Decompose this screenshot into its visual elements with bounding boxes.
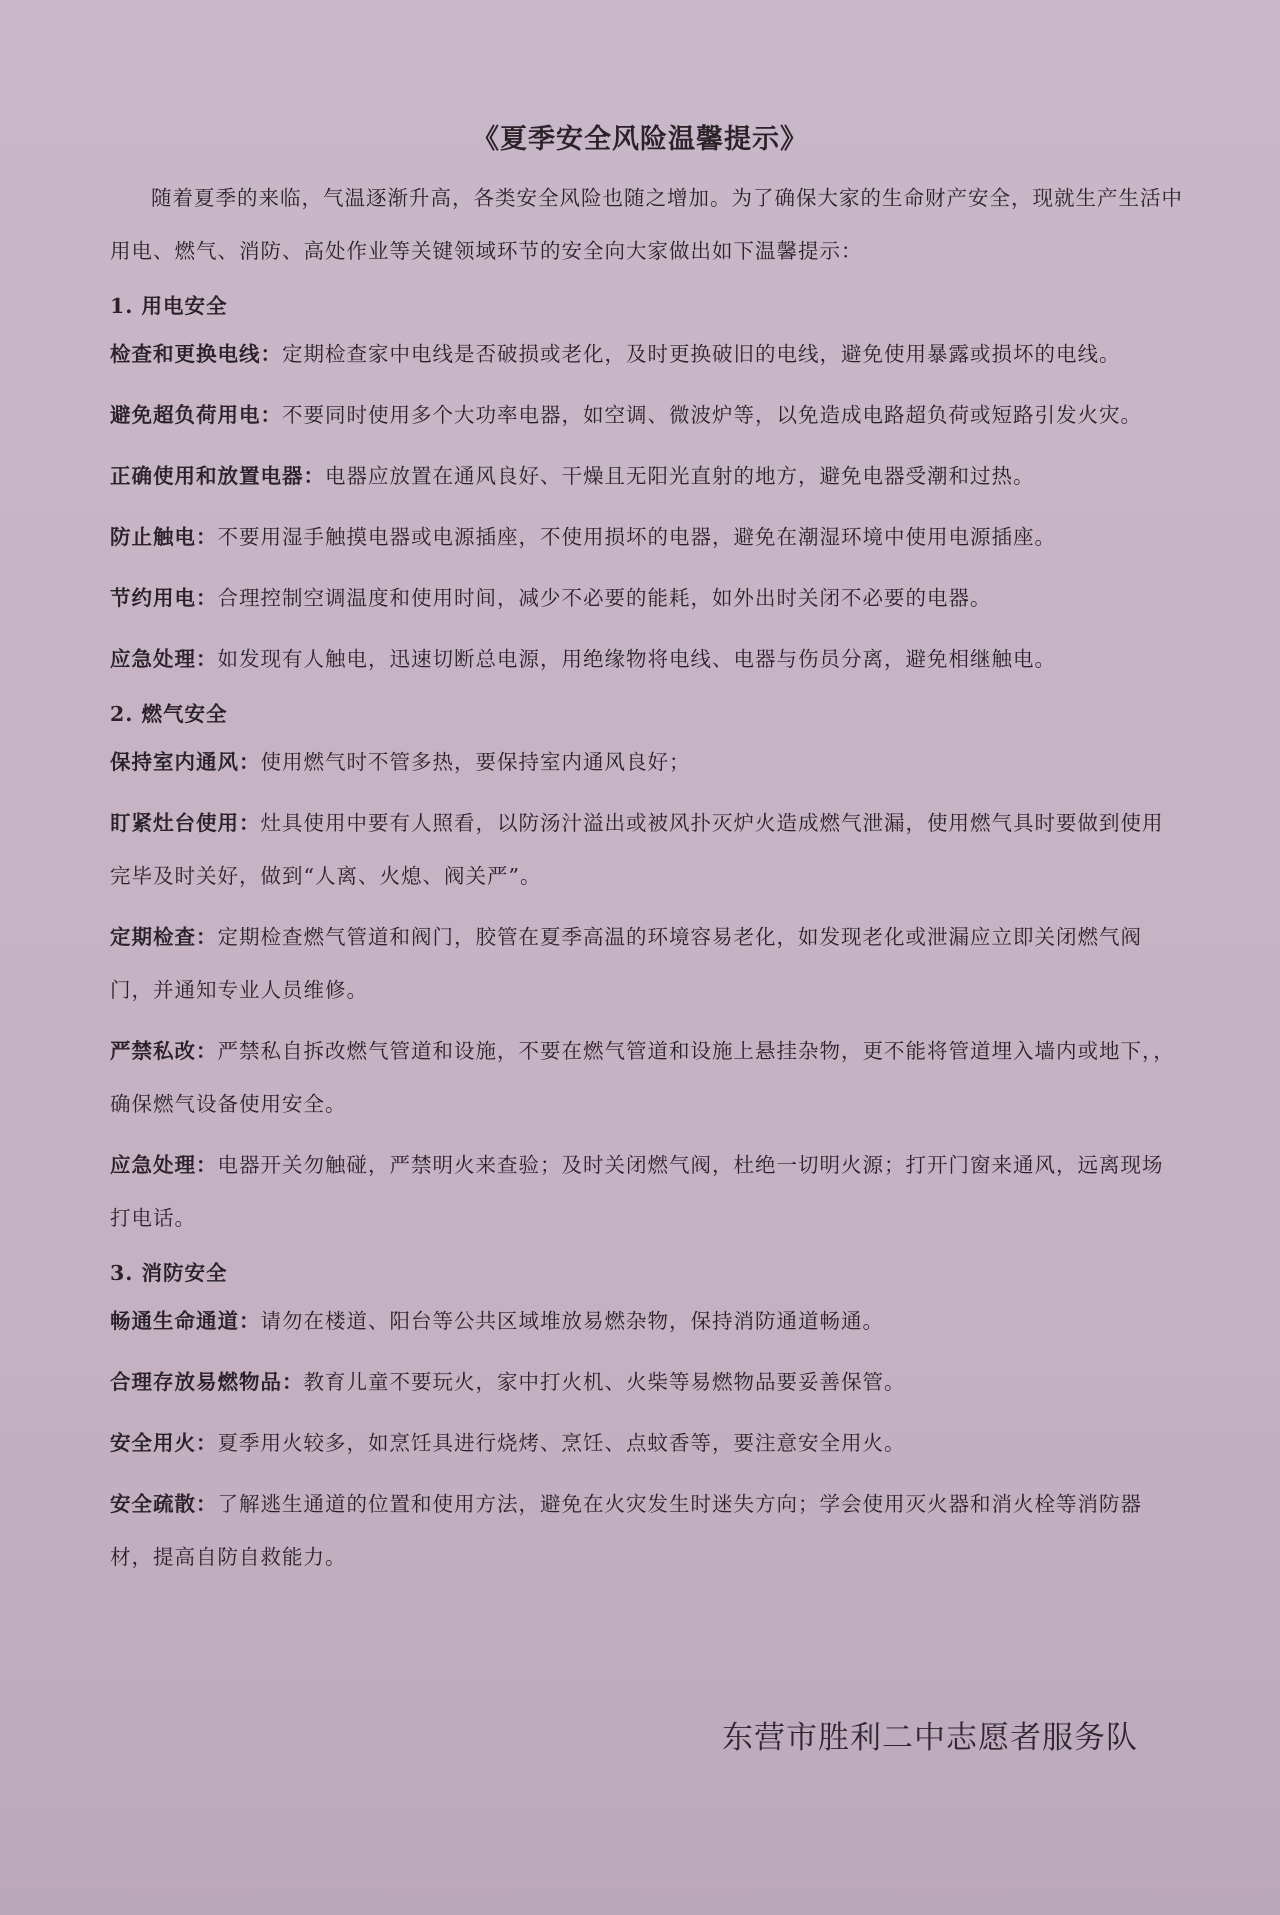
intro-paragraph: 随着夏季的来临，气温逐渐升高，各类安全风险也随之增加。为了确保大家的生命财产安全，现就生产生活中用电、燃气、消防、高处作业等关键领域环节的安全向大家做出如下温馨提示：	[110, 186, 1183, 263]
item-label: 保持室内通风：	[110, 750, 261, 774]
item-label: 检查和更换电线：	[110, 342, 282, 366]
list-item	[110, 797, 1180, 903]
item-label: 安全用火：	[110, 1431, 218, 1455]
list-item	[110, 1356, 1180, 1409]
list-item	[110, 1478, 1180, 1584]
list-item	[110, 511, 1180, 564]
document-title: 《夏季安全风险温馨提示》	[472, 124, 808, 155]
item-label: 节约用电：	[110, 586, 218, 610]
item-text: 不要用湿手触摸电器或电源插座，不使用损坏的电器，避免在潮湿环境中使用电源插座。	[217, 525, 1056, 549]
item-text: 定期检查燃气管道和阀门，胶管在夏季高温的环境容易老化，如发现老化或泄漏应立即关闭燃气阀门，并通知专业人员维修。	[110, 925, 1142, 1002]
list-item	[110, 736, 1180, 789]
item-text: 如发现有人触电，迅速切断总电源，用绝缘物将电线、电器与伤员分离，避免相继触电。	[217, 647, 1056, 671]
section-heading: 2. 燃气安全	[110, 702, 228, 726]
item-label: 盯紧灶台使用：	[110, 811, 261, 835]
item-label: 合理存放易燃物品：	[110, 1370, 304, 1394]
section-heading: 1. 用电安全	[110, 294, 228, 318]
item-text: 电器开关勿触碰，严禁明火来查验；及时关闭燃气阀，杜绝一切明火源；打开门窗来通风，远离现场打电话。	[110, 1153, 1164, 1230]
item-text: 使用燃气时不管多热，要保持室内通风良好；	[260, 750, 691, 774]
item-text: 教育儿童不要玩火，家中打火机、火柴等易燃物品要妥善保管。	[303, 1370, 906, 1394]
section-electric-safety	[110, 292, 1190, 686]
item-label: 应急处理：	[110, 647, 218, 671]
list-item	[110, 1295, 1180, 1348]
list-item	[110, 1417, 1180, 1470]
item-label: 正确使用和放置电器：	[110, 464, 325, 488]
list-item	[110, 1025, 1180, 1131]
item-text: 严禁私自拆改燃气管道和设施，不要在燃气管道和设施上悬挂杂物，更不能将管道埋入墙内或地下，，确保燃气设备使用安全。	[110, 1039, 1175, 1116]
list-item	[110, 328, 1180, 381]
item-text: 不要同时使用多个大功率电器，如空调、微波炉等，以免造成电路超负荷或短路引发火灾。	[282, 403, 1142, 427]
item-label: 安全疏散：	[110, 1492, 218, 1516]
list-item	[110, 633, 1180, 686]
item-label: 避免超负荷用电：	[110, 403, 282, 427]
item-text: 电器应放置在通风良好、干燥且无阳光直射的地方，避免电器受潮和过热。	[325, 464, 1035, 488]
item-text: 灶具使用中要有人照看，以防汤汁溢出或被风扑灭炉火造成燃气泄漏，使用燃气具时要做到使用完毕及时关好，做到“人离、火熄、阀关严”。	[110, 811, 1164, 888]
item-label: 定期检查：	[110, 925, 218, 949]
item-label: 应急处理：	[110, 1153, 218, 1177]
item-text: 合理控制空调温度和使用时间，减少不必要的能耗，如外出时关闭不必要的电器。	[217, 586, 992, 610]
item-text: 请勿在楼道、阳台等公共区域堆放易燃杂物，保持消防通道畅通。	[260, 1309, 884, 1333]
signature: 东营市胜利二中志愿者服务队	[722, 1720, 1138, 1756]
list-item	[110, 450, 1180, 503]
list-item	[110, 572, 1180, 625]
document-body	[110, 112, 1190, 1584]
section-gas-safety	[110, 700, 1190, 1245]
list-item	[110, 1139, 1180, 1245]
item-text: 定期检查家中电线是否破损或老化，及时更换破旧的电线，避免使用暴露或损坏的电线。	[282, 342, 1121, 366]
item-text: 了解逃生通道的位置和使用方法，避免在火灾发生时迷失方向；学会使用灭火器和消火栓等消防器材，提高自防自救能力。	[110, 1492, 1142, 1569]
list-item	[110, 911, 1180, 1017]
list-item	[110, 389, 1180, 442]
item-label: 畅通生命通道：	[110, 1309, 261, 1333]
section-fire-safety	[110, 1259, 1190, 1584]
item-text: 夏季用火较多，如烹饪具进行烧烤、烹饪、点蚊香等，要注意安全用火。	[217, 1431, 906, 1455]
item-label: 严禁私改：	[110, 1039, 218, 1063]
section-heading: 3. 消防安全	[110, 1261, 228, 1285]
item-label: 防止触电：	[110, 525, 218, 549]
